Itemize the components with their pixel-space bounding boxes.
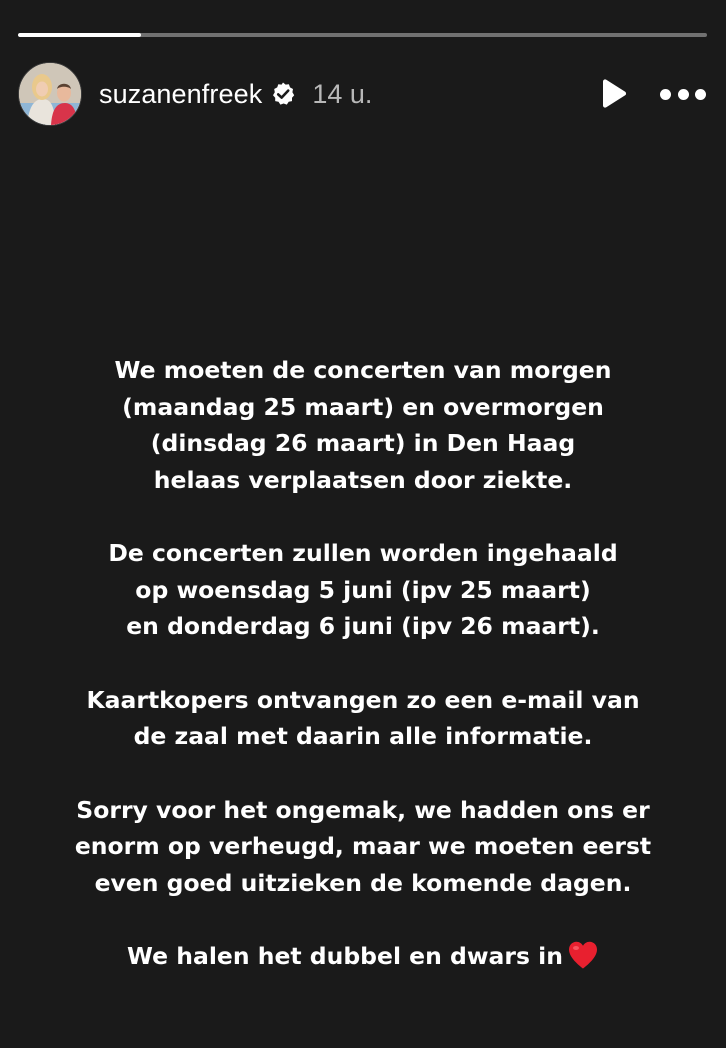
story-paragraph-1 <box>0 352 726 498</box>
story-header <box>18 62 708 126</box>
story-line: op woensdag 5 juni (ipv 25 maart) <box>135 575 591 604</box>
story-line: de zaal met daarin alle informatie. <box>133 722 593 750</box>
story-line: even goed uitzieken de komende dagen. <box>94 868 632 897</box>
post-time: 14 u. <box>312 78 373 109</box>
story-line-text: We halen het dubbel en dwars in <box>127 942 563 970</box>
story-paragraph-5 <box>0 938 726 975</box>
story-paragraph-3 <box>0 682 726 755</box>
story-progress-fill <box>18 33 141 37</box>
more-options-icon <box>660 89 671 100</box>
more-options-icon <box>695 89 706 100</box>
avatar-photo <box>19 63 81 125</box>
avatar[interactable] <box>18 62 82 126</box>
story-progress-track <box>18 33 707 37</box>
story-line: en donderdag 6 juni (ipv 26 maart). <box>126 612 600 640</box>
story-line: (dinsdag 26 maart) in Den Haag <box>150 429 576 457</box>
heart-emoji-icon <box>567 940 599 970</box>
play-icon <box>598 78 628 110</box>
story-line: Sorry voor het ongemak, we hadden ons er <box>76 795 650 824</box>
story-line-last <box>0 938 726 975</box>
play-button[interactable] <box>596 77 630 111</box>
story-line: enorm op verheugd, maar we moeten eerst <box>74 832 652 860</box>
story-line: helaas verplaatsen door ziekte. <box>153 465 573 494</box>
verified-badge-icon <box>270 81 296 107</box>
username[interactable]: suzanenfreek <box>99 78 263 109</box>
story-line: De concerten zullen worden ingehaald <box>108 539 618 567</box>
story-paragraph-4 <box>0 792 726 902</box>
story-paragraph-2 <box>0 535 726 645</box>
more-options-icon <box>678 89 689 100</box>
more-options-button[interactable] <box>660 79 706 109</box>
story-text <box>0 352 726 1012</box>
story-line: Kaartkopers ontvangen zo een e-mail van <box>86 685 640 714</box>
story-line: We moeten de concerten van morgen <box>114 356 612 384</box>
story-line: (maandag 25 maart) en overmorgen <box>122 392 604 421</box>
